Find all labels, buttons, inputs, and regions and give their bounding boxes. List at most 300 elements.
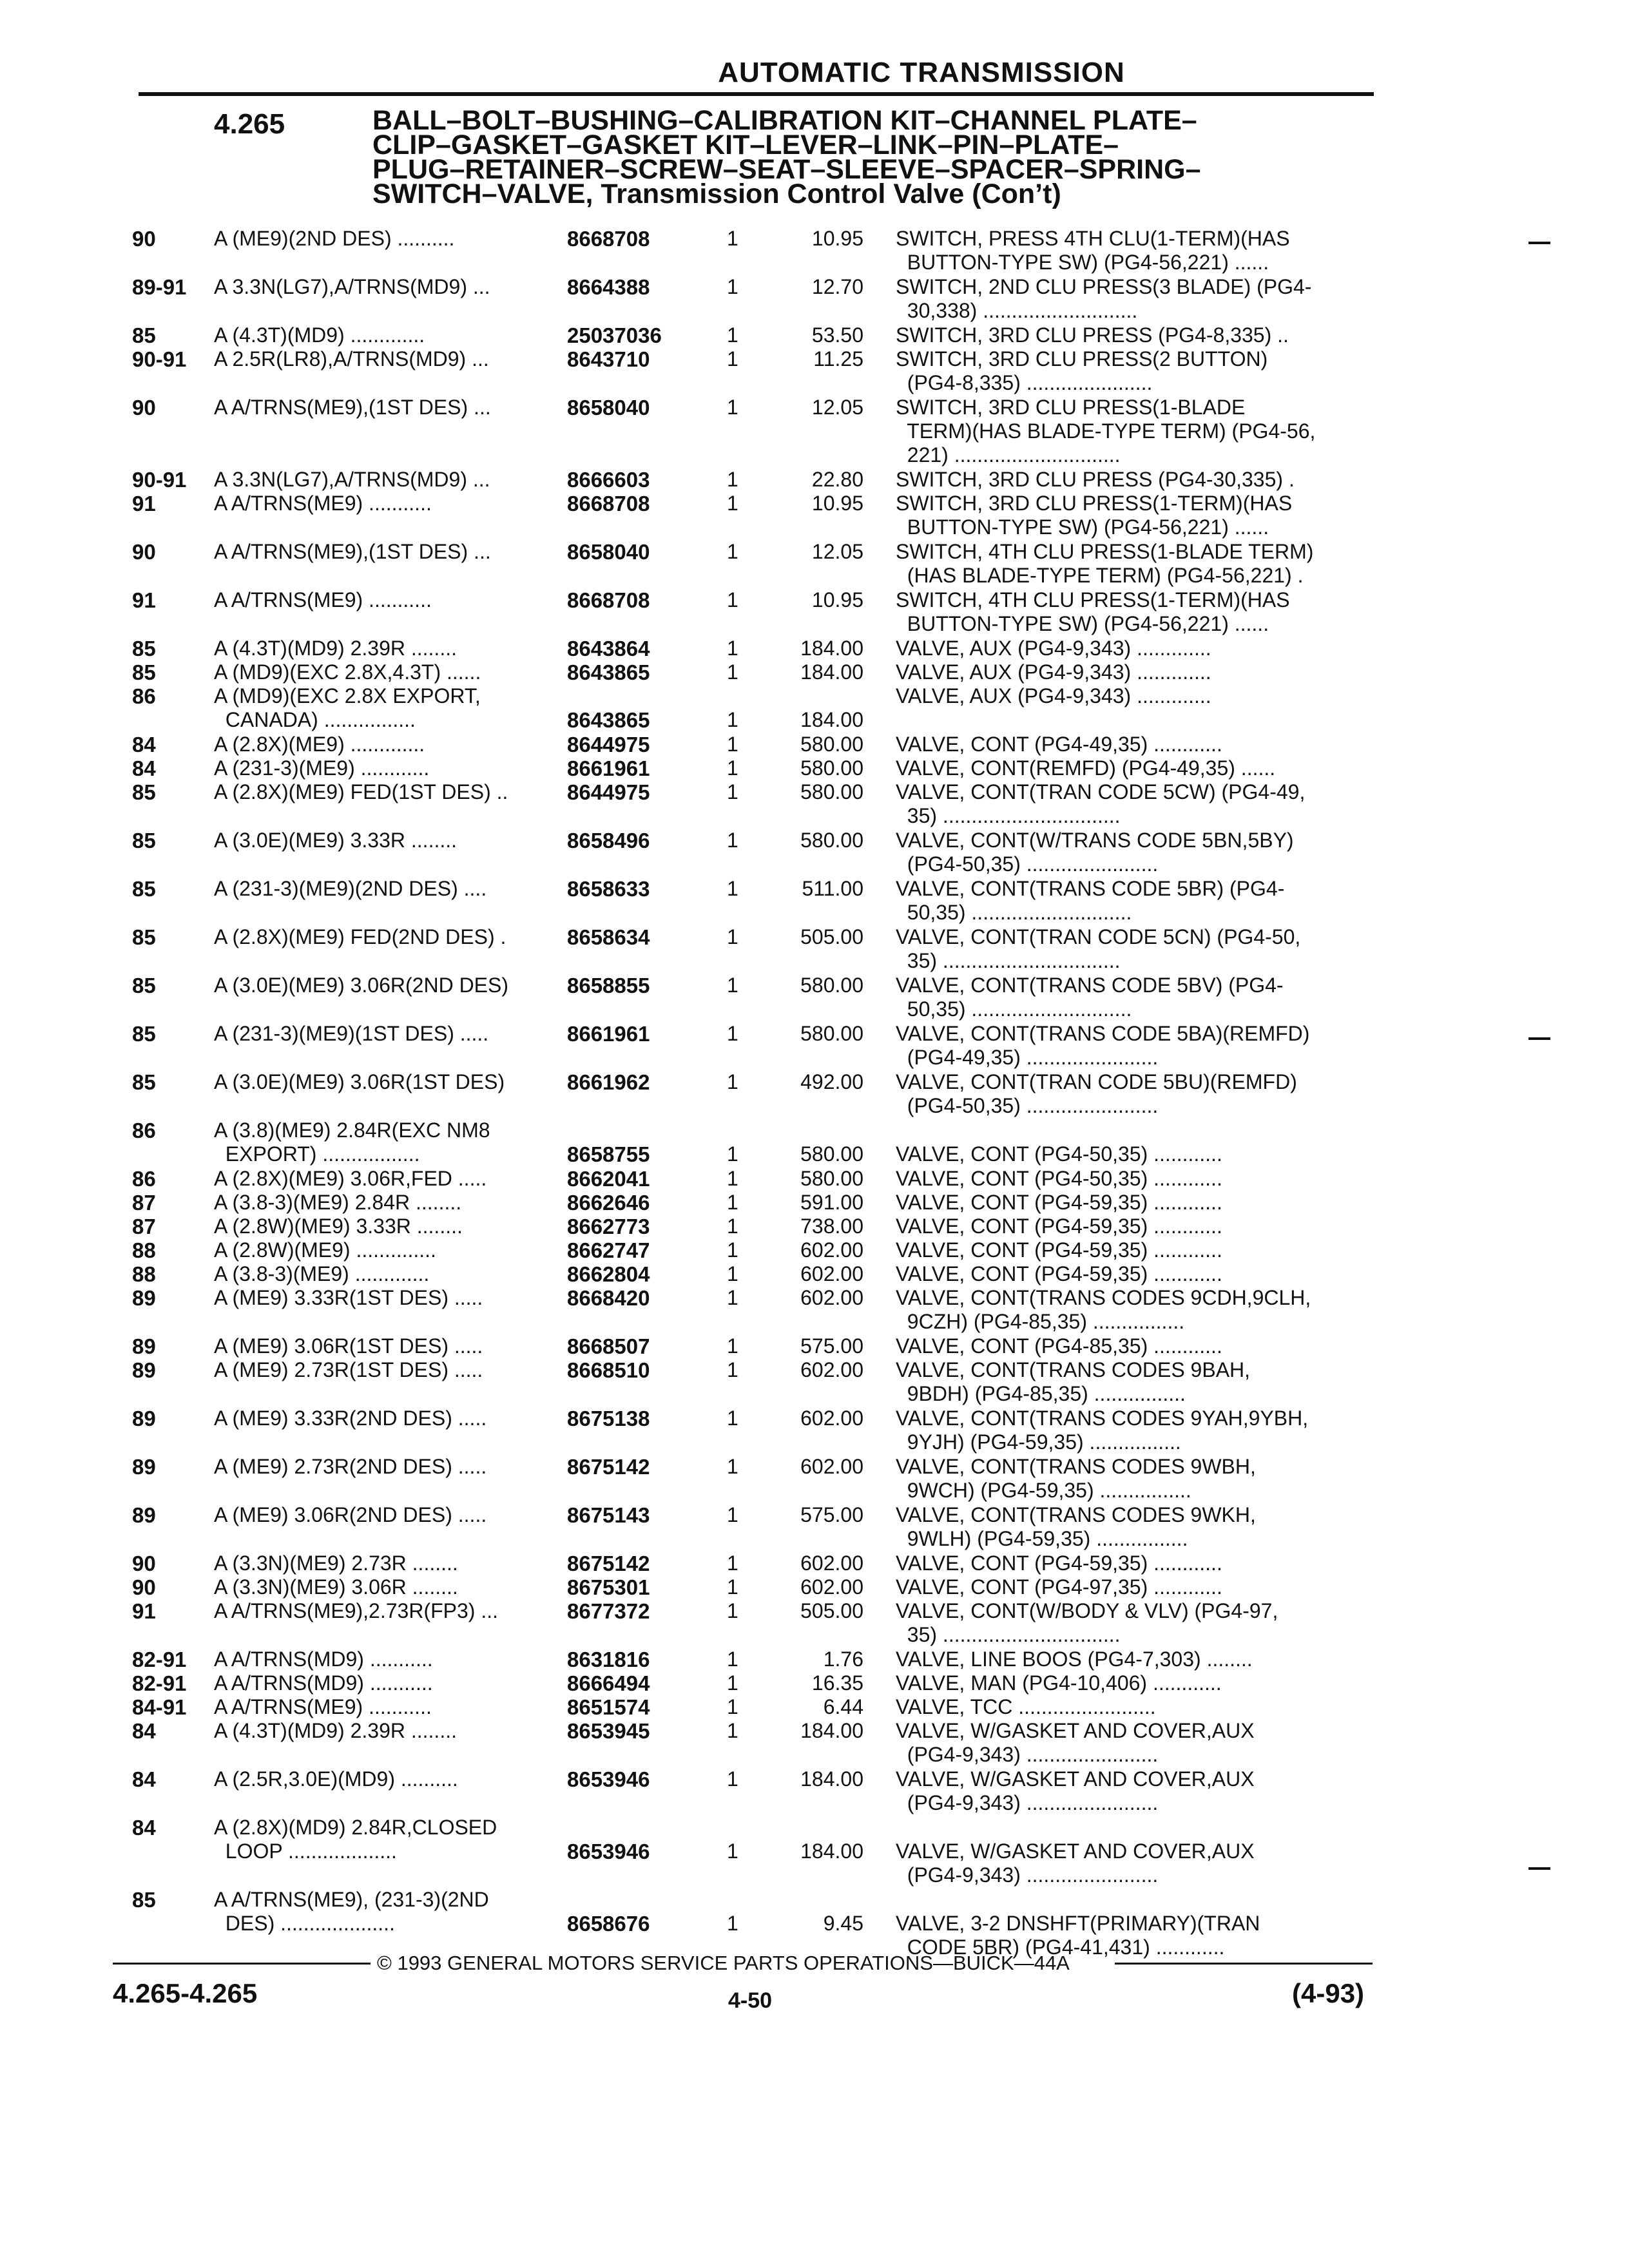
- description: VALVE, MAN (PG4-10,406) ............: [896, 1671, 1222, 1695]
- description: (PG4-49,35) .......................: [896, 1046, 1159, 1069]
- description: VALVE, 3-2 DNSHFT(PRIMARY)(TRAN: [896, 1912, 1260, 1935]
- application: A A/TRNS(ME9),2.73R(FP3) ...: [214, 1599, 498, 1622]
- application: A (4.3T)(MD9) 2.39R ........: [214, 1719, 457, 1742]
- model-year: 89: [132, 1334, 156, 1358]
- application: A (4.3T)(MD9) 2.39R ........: [214, 637, 457, 660]
- quantity: 1: [727, 1262, 738, 1285]
- description: VALVE, CONT (PG4-59,35) ............: [896, 1238, 1222, 1262]
- description: BUTTON-TYPE SW) (PG4-56,221) ......: [896, 612, 1269, 635]
- description: 9BDH) (PG4-85,35) ................: [896, 1382, 1186, 1405]
- application: A (ME9) 2.73R(1ST DES) .....: [214, 1358, 483, 1381]
- price: 580.00: [800, 974, 863, 997]
- description: (PG4-8,335) ......................: [896, 371, 1153, 394]
- part-number: 8631816: [567, 1648, 650, 1671]
- application: A (2.8X)(MD9) 2.84R,CLOSED: [214, 1816, 497, 1839]
- model-year: 89: [132, 1286, 156, 1310]
- model-year: 91: [132, 492, 156, 515]
- quantity: 1: [727, 1334, 738, 1358]
- price: 575.00: [800, 1334, 863, 1358]
- part-number: 8661961: [567, 1022, 650, 1046]
- group-title-line: PLUG–RETAINER–SCREW–SEAT–SLEEVE–SPACER–SPRING–: [372, 154, 1201, 185]
- quantity: 1: [727, 974, 738, 997]
- quantity: 1: [727, 1142, 738, 1166]
- part-number: 8651574: [567, 1695, 650, 1719]
- group-title-line: SWITCH–VALVE, Transmission Control Valve (Con’t): [372, 178, 1061, 209]
- part-number: 8643865: [567, 660, 650, 684]
- description: VALVE, CONT(W/BODY & VLV) (PG4-97,: [896, 1599, 1278, 1622]
- price: 1.76: [823, 1648, 863, 1671]
- description: (HAS BLADE-TYPE TERM) (PG4-56,221) .: [896, 564, 1304, 587]
- application: A (3.0E)(ME9) 3.33R ........: [214, 829, 458, 852]
- price: 492.00: [800, 1070, 863, 1093]
- description: VALVE, CONT(TRANS CODE 5BR) (PG4-: [896, 877, 1285, 900]
- description: VALVE, CONT(TRANS CODE 5BV) (PG4-: [896, 974, 1284, 997]
- quantity: 1: [727, 347, 738, 370]
- quantity: 1: [727, 1767, 738, 1791]
- part-number: 8658040: [567, 396, 650, 419]
- quantity: 1: [727, 780, 738, 803]
- application: A (4.3T)(MD9) .............: [214, 323, 425, 347]
- part-number: 8668507: [567, 1334, 650, 1358]
- margin-mark: [1528, 1037, 1550, 1040]
- price: 505.00: [800, 925, 863, 948]
- description: VALVE, CONT (PG4-50,35) ............: [896, 1142, 1222, 1166]
- description: VALVE, CONT (PG4-59,35) ............: [896, 1215, 1222, 1238]
- application: A (231-3)(ME9) ............: [214, 756, 430, 780]
- part-number: 8662773: [567, 1215, 650, 1238]
- description: (PG4-9,343) .......................: [896, 1791, 1159, 1814]
- quantity: 1: [727, 756, 738, 780]
- description: 30,338) ...........................: [896, 299, 1138, 322]
- application: A (2.8X)(ME9) .............: [214, 733, 425, 756]
- part-number: 8658496: [567, 829, 650, 852]
- description: VALVE, CONT(TRANS CODES 9CDH,9CLH,: [896, 1286, 1311, 1309]
- model-year: 82-91: [132, 1671, 187, 1695]
- part-number: 8658855: [567, 974, 650, 997]
- part-number: 8653946: [567, 1767, 650, 1791]
- part-number: 8644975: [567, 733, 650, 756]
- price: 184.00: [800, 1767, 863, 1791]
- quantity: 1: [727, 540, 738, 563]
- quantity: 1: [727, 1695, 738, 1718]
- description: CODE 5BR) (PG4-41,431) ............: [896, 1936, 1225, 1959]
- part-number: 8658676: [567, 1912, 650, 1936]
- quantity: 1: [727, 588, 738, 611]
- application: A (3.0E)(ME9) 3.06R(1ST DES): [214, 1070, 505, 1093]
- model-year: 88: [132, 1238, 156, 1262]
- application: A (2.8X)(ME9) 3.06R,FED .....: [214, 1167, 487, 1190]
- description: VALVE, CONT(TRAN CODE 5CW) (PG4-49,: [896, 780, 1306, 803]
- model-year: 84-91: [132, 1695, 187, 1719]
- part-number: 8675142: [567, 1455, 650, 1479]
- part-number: 8662747: [567, 1238, 650, 1262]
- quantity: 1: [727, 708, 738, 731]
- part-number: 8668708: [567, 588, 650, 612]
- quantity: 1: [727, 227, 738, 250]
- group-title-line: BALL–BOLT–BUSHING–CALIBRATION KIT–CHANNEL PLATE–: [372, 105, 1197, 136]
- part-number: 8666603: [567, 468, 650, 492]
- application: A (3.8-3)(ME9) 2.84R ........: [214, 1191, 462, 1214]
- part-number: 25037036: [567, 323, 662, 347]
- model-year: 85: [132, 1022, 156, 1046]
- quantity: 1: [727, 1215, 738, 1238]
- model-year: 85: [132, 829, 156, 852]
- quantity: 1: [727, 1599, 738, 1622]
- quantity: 1: [727, 925, 738, 948]
- model-year: 89: [132, 1455, 156, 1479]
- description: (PG4-9,343) .......................: [896, 1743, 1159, 1766]
- model-year: 82-91: [132, 1648, 187, 1671]
- price: 184.00: [800, 708, 863, 731]
- model-year: 90: [132, 396, 156, 419]
- description: SWITCH, 3RD CLU PRESS (PG4-8,335) ..: [896, 323, 1289, 347]
- price: 11.25: [813, 347, 863, 370]
- description: VALVE, CONT (PG4-97,35) ............: [896, 1575, 1222, 1599]
- quantity: 1: [727, 1358, 738, 1381]
- model-year: 84: [132, 733, 156, 756]
- part-number: 8666494: [567, 1671, 650, 1695]
- quantity: 1: [727, 1455, 738, 1478]
- price: 12.70: [811, 275, 863, 298]
- price: 184.00: [800, 660, 863, 684]
- description: 221) .............................: [896, 443, 1121, 466]
- description: SWITCH, 4TH CLU PRESS(1-TERM)(HAS: [896, 588, 1290, 611]
- description: VALVE, CONT (PG4-50,35) ............: [896, 1167, 1222, 1190]
- application: A (2.5R,3.0E)(MD9) ..........: [214, 1767, 458, 1791]
- application: A (2.8X)(ME9) FED(1ST DES) ..: [214, 780, 508, 803]
- part-number: 8675301: [567, 1575, 650, 1599]
- description: 35) ...............................: [896, 804, 1121, 827]
- model-year: 89: [132, 1503, 156, 1527]
- part-number: 8668708: [567, 227, 650, 251]
- quantity: 1: [727, 492, 738, 515]
- price: 9.45: [823, 1912, 863, 1935]
- quantity: 1: [727, 660, 738, 684]
- description: VALVE, AUX (PG4-9,343) .............: [896, 637, 1211, 660]
- description: (PG4-9,343) .......................: [896, 1863, 1159, 1887]
- quantity: 1: [727, 1238, 738, 1262]
- application: A 2.5R(LR8),A/TRNS(MD9) ...: [214, 347, 489, 370]
- application: A (ME9) 3.33R(2ND DES) .....: [214, 1407, 487, 1430]
- description: VALVE, CONT (PG4-49,35) ............: [896, 733, 1222, 756]
- quantity: 1: [727, 468, 738, 491]
- description: VALVE, CONT(TRANS CODES 9BAH,: [896, 1358, 1251, 1381]
- price: 505.00: [800, 1599, 863, 1622]
- description: VALVE, CONT(TRANS CODE 5BA)(REMFD): [896, 1022, 1310, 1045]
- application: A (MD9)(EXC 2.8X,4.3T) ......: [214, 660, 481, 684]
- description: SWITCH, 3RD CLU PRESS(1-BLADE: [896, 396, 1246, 419]
- footer-revision: (4-93): [1292, 1978, 1365, 2008]
- price: 184.00: [800, 1719, 863, 1742]
- model-year: 87: [132, 1191, 156, 1215]
- part-number: 8662646: [567, 1191, 650, 1215]
- quantity: 1: [727, 1840, 738, 1863]
- model-year: 85: [132, 323, 156, 347]
- part-number: 8675143: [567, 1503, 650, 1527]
- description: VALVE, CONT (PG4-59,35) ............: [896, 1262, 1222, 1285]
- section-title: AUTOMATIC TRANSMISSION: [718, 57, 1125, 88]
- price: 602.00: [800, 1262, 863, 1285]
- application: EXPORT) .................: [214, 1142, 420, 1166]
- price: 580.00: [800, 829, 863, 852]
- quantity: 1: [727, 1671, 738, 1695]
- model-year: 90: [132, 227, 156, 251]
- price: 16.35: [811, 1671, 863, 1695]
- model-year: 85: [132, 660, 156, 684]
- price: 12.05: [811, 540, 863, 563]
- description: 9CZH) (PG4-85,35) ................: [896, 1310, 1185, 1333]
- footer-rule-left: [113, 1963, 371, 1965]
- description: (PG4-50,35) .......................: [896, 852, 1159, 876]
- application: A (ME9) 3.33R(1ST DES) .....: [214, 1286, 483, 1309]
- application: A (2.8W)(ME9) 3.33R ........: [214, 1215, 463, 1238]
- description: BUTTON-TYPE SW) (PG4-56,221) ......: [896, 515, 1269, 539]
- application: A (ME9)(2ND DES) ..........: [214, 227, 455, 250]
- model-year: 85: [132, 1888, 156, 1912]
- model-year: 86: [132, 1167, 156, 1191]
- description: 50,35) ............................: [896, 901, 1132, 924]
- price: 10.95: [811, 227, 863, 250]
- application: A (MD9)(EXC 2.8X EXPORT,: [214, 684, 481, 707]
- model-year: 85: [132, 637, 156, 660]
- description: 35) ...............................: [896, 1623, 1121, 1646]
- application: A A/TRNS(ME9),(1ST DES) ...: [214, 396, 491, 419]
- application: A A/TRNS(ME9),(1ST DES) ...: [214, 540, 491, 563]
- part-number: 8661961: [567, 756, 650, 780]
- group-title-line: CLIP–GASKET–GASKET KIT–LEVER–LINK–PIN–PLATE–: [372, 130, 1119, 160]
- model-year: 84: [132, 756, 156, 780]
- price: 10.95: [811, 492, 863, 515]
- application: A A/TRNS(ME9) ...........: [214, 588, 432, 611]
- model-year: 84: [132, 1719, 156, 1743]
- price: 591.00: [800, 1191, 863, 1214]
- application: CANADA) ................: [214, 708, 416, 731]
- price: 602.00: [800, 1358, 863, 1381]
- model-year: 85: [132, 974, 156, 997]
- model-year: 84: [132, 1767, 156, 1791]
- model-year: 85: [132, 925, 156, 949]
- footer-group-range: 4.265-4.265: [113, 1978, 258, 2008]
- price: 580.00: [800, 756, 863, 780]
- application: A (3.3N)(ME9) 2.73R ........: [214, 1552, 458, 1575]
- description: SWITCH, 3RD CLU PRESS(2 BUTTON): [896, 347, 1268, 370]
- part-number: 8658040: [567, 540, 650, 564]
- margin-mark: [1528, 242, 1550, 244]
- part-number: 8653946: [567, 1840, 650, 1863]
- application: A (231-3)(ME9)(2ND DES) ....: [214, 877, 487, 900]
- application: A 3.3N(LG7),A/TRNS(MD9) ...: [214, 275, 490, 298]
- footer-rule-right: [1115, 1963, 1373, 1965]
- model-year: 88: [132, 1262, 156, 1286]
- quantity: 1: [727, 1503, 738, 1526]
- application: A (2.8W)(ME9) ..............: [214, 1238, 436, 1262]
- model-year: 91: [132, 1599, 156, 1623]
- description: 50,35) ............................: [896, 997, 1132, 1021]
- description: VALVE, CONT(TRANS CODES 9YAH,9YBH,: [896, 1407, 1309, 1430]
- price: 580.00: [800, 1022, 863, 1045]
- price: 602.00: [800, 1238, 863, 1262]
- application: A (ME9) 3.06R(1ST DES) .....: [214, 1334, 483, 1358]
- description: 9YJH) (PG4-59,35) ................: [896, 1430, 1181, 1454]
- quantity: 1: [727, 733, 738, 756]
- part-number: 8677372: [567, 1599, 650, 1623]
- quantity: 1: [727, 829, 738, 852]
- model-year: 87: [132, 1215, 156, 1238]
- price: 184.00: [800, 1840, 863, 1863]
- quantity: 1: [727, 1022, 738, 1045]
- part-number: 8662804: [567, 1262, 650, 1286]
- part-number: 8661962: [567, 1070, 650, 1094]
- description: VALVE, AUX (PG4-9,343) .............: [896, 684, 1211, 707]
- margin-mark: [1528, 1867, 1550, 1870]
- description: SWITCH, 2ND CLU PRESS(3 BLADE) (PG4-: [896, 275, 1312, 298]
- price: 602.00: [800, 1407, 863, 1430]
- price: 602.00: [800, 1552, 863, 1575]
- model-year: 85: [132, 877, 156, 901]
- description: VALVE, CONT (PG4-59,35) ............: [896, 1191, 1222, 1214]
- description: VALVE, W/GASKET AND COVER,AUX: [896, 1719, 1255, 1742]
- application: A A/TRNS(ME9), (231-3)(2ND: [214, 1888, 489, 1911]
- model-year: 84: [132, 1816, 156, 1840]
- price: 580.00: [800, 1167, 863, 1190]
- application: A (3.8)(ME9) 2.84R(EXC NM8: [214, 1119, 490, 1142]
- application: A (3.8-3)(ME9) .............: [214, 1262, 430, 1285]
- price: 53.50: [811, 323, 863, 347]
- description: VALVE, CONT(REMFD) (PG4-49,35) ......: [896, 756, 1276, 780]
- part-number: 8664388: [567, 275, 650, 299]
- part-number: 8675138: [567, 1407, 650, 1430]
- description: VALVE, W/GASKET AND COVER,AUX: [896, 1767, 1255, 1791]
- description: VALVE, CONT(TRANS CODES 9WKH,: [896, 1503, 1256, 1526]
- description: SWITCH, PRESS 4TH CLU(1-TERM)(HAS: [896, 227, 1290, 250]
- price: 184.00: [800, 637, 863, 660]
- price: 6.44: [823, 1695, 863, 1718]
- application: A (231-3)(ME9)(1ST DES) .....: [214, 1022, 489, 1045]
- description: (PG4-50,35) .......................: [896, 1094, 1159, 1117]
- part-number: 8668510: [567, 1358, 650, 1382]
- model-year: 90: [132, 540, 156, 564]
- model-year: 86: [132, 684, 156, 708]
- model-year: 90-91: [132, 468, 187, 492]
- price: 580.00: [800, 1142, 863, 1166]
- part-number: 8658755: [567, 1142, 650, 1166]
- description: VALVE, CONT (PG4-85,35) ............: [896, 1334, 1222, 1358]
- application: A A/TRNS(ME9) ...........: [214, 1695, 432, 1718]
- description: VALVE, LINE BOOS (PG4-7,303) ........: [896, 1648, 1253, 1671]
- quantity: 1: [727, 1286, 738, 1309]
- price: 511.00: [802, 877, 863, 900]
- application: LOOP ...................: [214, 1840, 397, 1863]
- application: A 3.3N(LG7),A/TRNS(MD9) ...: [214, 468, 490, 491]
- quantity: 1: [727, 1191, 738, 1214]
- part-number: 8644975: [567, 780, 650, 804]
- model-year: 91: [132, 588, 156, 612]
- price: 22.80: [811, 468, 863, 491]
- footer-copyright: © 1993 GENERAL MOTORS SERVICE PARTS OPERATIONS—BUICK—44A: [377, 1952, 1070, 1974]
- part-number: 8658634: [567, 925, 650, 949]
- price: 580.00: [800, 733, 863, 756]
- model-year: 90-91: [132, 347, 187, 371]
- price: 602.00: [800, 1286, 863, 1309]
- part-number: 8643865: [567, 708, 650, 732]
- description: VALVE, CONT(TRAN CODE 5CN) (PG4-50,: [896, 925, 1301, 948]
- description: SWITCH, 3RD CLU PRESS(1-TERM)(HAS: [896, 492, 1293, 515]
- model-year: 86: [132, 1119, 156, 1142]
- part-number: 8668420: [567, 1286, 650, 1310]
- quantity: 1: [727, 637, 738, 660]
- part-number: 8643864: [567, 637, 650, 660]
- model-year: 89-91: [132, 275, 187, 299]
- description: SWITCH, 4TH CLU PRESS(1-BLADE TERM): [896, 540, 1314, 563]
- model-year: 90: [132, 1552, 156, 1575]
- description: 9WCH) (PG4-59,35) ................: [896, 1479, 1191, 1502]
- part-number: 8662041: [567, 1167, 650, 1191]
- part-number: 8643710: [567, 347, 650, 371]
- quantity: 1: [727, 1552, 738, 1575]
- part-number: 8653945: [567, 1719, 650, 1743]
- price: 602.00: [800, 1575, 863, 1599]
- price: 602.00: [800, 1455, 863, 1478]
- price: 738.00: [800, 1215, 863, 1238]
- application: A (3.3N)(ME9) 3.06R ........: [214, 1575, 458, 1599]
- description: VALVE, AUX (PG4-9,343) .............: [896, 660, 1211, 684]
- application: A (ME9) 2.73R(2ND DES) .....: [214, 1455, 487, 1478]
- quantity: 1: [727, 323, 738, 347]
- model-year: 90: [132, 1575, 156, 1599]
- model-year: 85: [132, 780, 156, 804]
- description: VALVE, W/GASKET AND COVER,AUX: [896, 1840, 1255, 1863]
- price: 10.95: [811, 588, 863, 611]
- description: VALVE, TCC ........................: [896, 1695, 1156, 1718]
- footer-page-number: 4-50: [728, 1988, 773, 2013]
- description: VALVE, CONT(W/TRANS CODE 5BN,5BY): [896, 829, 1294, 852]
- application: A (ME9) 3.06R(2ND DES) .....: [214, 1503, 487, 1526]
- quantity: 1: [727, 275, 738, 298]
- group-number: 4.265: [214, 108, 285, 140]
- description: 9WLH) (PG4-59,35) ................: [896, 1527, 1188, 1550]
- quantity: 1: [727, 1719, 738, 1742]
- quantity: 1: [727, 1070, 738, 1093]
- application: A A/TRNS(ME9) ...........: [214, 492, 432, 515]
- model-year: 89: [132, 1407, 156, 1430]
- description: VALVE, CONT (PG4-59,35) ............: [896, 1552, 1222, 1575]
- application: A (2.8X)(ME9) FED(2ND DES) .: [214, 925, 506, 948]
- price: 580.00: [800, 780, 863, 803]
- quantity: 1: [727, 1407, 738, 1430]
- application: A A/TRNS(MD9) ...........: [214, 1671, 433, 1695]
- price: 12.05: [811, 396, 863, 419]
- description: VALVE, CONT(TRANS CODES 9WBH,: [896, 1455, 1256, 1478]
- description: TERM)(HAS BLADE-TYPE TERM) (PG4-56,: [896, 419, 1316, 443]
- application: DES) ....................: [214, 1912, 395, 1935]
- quantity: 1: [727, 1575, 738, 1599]
- description: VALVE, CONT(TRAN CODE 5BU)(REMFD): [896, 1070, 1297, 1093]
- application: A A/TRNS(MD9) ...........: [214, 1648, 433, 1671]
- quantity: 1: [727, 1912, 738, 1935]
- model-year: 85: [132, 1070, 156, 1094]
- quantity: 1: [727, 1167, 738, 1190]
- quantity: 1: [727, 1648, 738, 1671]
- description: SWITCH, 3RD CLU PRESS (PG4-30,335) .: [896, 468, 1295, 491]
- description: BUTTON-TYPE SW) (PG4-56,221) ......: [896, 251, 1269, 274]
- model-year: 89: [132, 1358, 156, 1382]
- part-number: 8668708: [567, 492, 650, 515]
- quantity: 1: [727, 877, 738, 900]
- description: 35) ...............................: [896, 949, 1121, 972]
- price: 575.00: [800, 1503, 863, 1526]
- application: A (3.0E)(ME9) 3.06R(2ND DES): [214, 974, 509, 997]
- part-number: 8675142: [567, 1552, 650, 1575]
